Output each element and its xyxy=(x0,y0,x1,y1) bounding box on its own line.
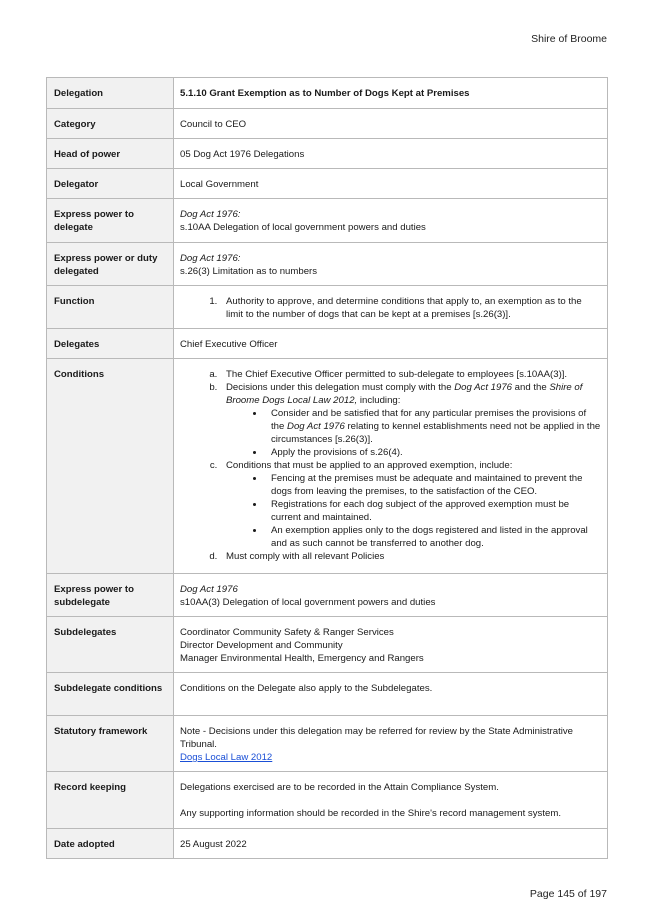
head-of-power-value: 05 Dog Act 1976 Delegations xyxy=(174,139,608,169)
function-value xyxy=(174,286,608,329)
delegator-value: Local Government xyxy=(174,169,608,199)
table-row xyxy=(47,286,608,329)
list-item xyxy=(265,407,601,446)
table-row xyxy=(47,169,608,199)
act-name: Dog Act 1976: xyxy=(180,209,241,220)
list-item: a. The Chief Executive Officer permitted to sub-delegate to employees [s.10AA(3)]. xyxy=(220,368,601,381)
conditions-value xyxy=(174,359,608,574)
section-text: s.26(3) Limitation as to numbers xyxy=(180,266,318,277)
row-label: Function xyxy=(47,286,174,329)
table-row xyxy=(47,139,608,169)
text-run: and the xyxy=(512,382,550,393)
table-row xyxy=(47,772,608,829)
list-item xyxy=(220,381,601,459)
text-run: Decisions under this delegation must comply with the xyxy=(226,382,455,393)
category-value: Council to CEO xyxy=(174,109,608,139)
document-header: Shire of Broome xyxy=(531,33,607,45)
express-power-delegate-value xyxy=(174,199,608,243)
local-law-name: Shire of Broome Dogs Local Law 2012, xyxy=(226,382,583,406)
table-row xyxy=(47,716,608,772)
row-label: Subdelegates xyxy=(47,617,174,673)
table-row xyxy=(47,329,608,359)
table-row xyxy=(47,109,608,139)
act-name: Dog Act 1976 xyxy=(180,584,238,595)
table-row xyxy=(47,673,608,716)
subdelegate-item: Director Development and Community xyxy=(180,640,343,651)
row-label: Express power or duty delegated xyxy=(47,243,174,286)
subdelegates-value xyxy=(174,617,608,673)
table-row xyxy=(47,617,608,673)
text-run: Consider and be satisfied that for any particular premises the provisions of the xyxy=(271,408,587,432)
express-power-duty-value xyxy=(174,243,608,286)
row-label: Conditions xyxy=(47,359,174,574)
text-run: relating to kennel establishments need not be applied in the circumstances [s.26(3)]. xyxy=(271,421,601,445)
record-keeping-value xyxy=(174,772,608,829)
row-label: Delegation xyxy=(47,78,174,109)
page-number: Page 145 of 197 xyxy=(529,888,607,900)
table-row xyxy=(47,829,608,859)
row-label: Date adopted xyxy=(47,829,174,859)
text-run: Conditions that must be applied to an approved exemption, include: xyxy=(226,460,513,471)
text-run: including: xyxy=(357,395,401,406)
table-row xyxy=(47,243,608,286)
list-item: 1. Authority to approve, and determine conditions that apply to, an exemption as to the limit to the number of dogs that can be kept at a premises [s.26(3)]. xyxy=(220,295,601,321)
subdelegate-item: Coordinator Community Safety & Ranger Services xyxy=(180,627,394,638)
table-row xyxy=(47,574,608,617)
list-item xyxy=(220,459,601,550)
delegation-title: 5.1.10 Grant Exemption as to Number of Dogs Kept at Premises xyxy=(174,78,608,109)
row-label: Statutory framework xyxy=(47,716,174,772)
table-row xyxy=(47,199,608,243)
list-item: • Registrations for each dog subject of the approved exemption must be current and maintained. xyxy=(265,498,601,524)
list-item: • Fencing at the premises must be adequate and maintained to prevent the dogs from leaving the premises, to the satisfaction of the CEO. xyxy=(265,472,601,498)
record-keeping-line: Delegations exercised are to be recorded in the Attain Compliance System. xyxy=(180,782,499,793)
delegates-value: Chief Executive Officer xyxy=(174,329,608,359)
row-label: Subdelegate conditions xyxy=(47,673,174,716)
act-name: Dog Act 1976 xyxy=(287,421,345,432)
statutory-note: Note - Decisions under this delegation may be referred for review by the State Administrative Tribunal. xyxy=(180,726,574,750)
list-item: • An exemption applies only to the dogs registered and listed in the approval and as such cannot be transferred to another dog. xyxy=(265,524,601,550)
act-name: Dog Act 1976: xyxy=(180,253,241,264)
list-item: d. Must comply with all relevant Policies xyxy=(220,550,601,563)
record-keeping-line: Any supporting information should be recorded in the Shire's record management system. xyxy=(180,808,561,819)
act-name: Dog Act 1976 xyxy=(454,382,513,393)
delegation-table xyxy=(46,77,608,859)
row-label: Record keeping xyxy=(47,772,174,829)
row-label: Delegates xyxy=(47,329,174,359)
dogs-local-law-link[interactable]: Dogs Local Law 2012 xyxy=(180,752,273,763)
row-label: Express power to delegate xyxy=(47,199,174,243)
subdelegate-conditions-value: Conditions on the Delegate also apply to the Subdelegates. xyxy=(174,673,608,716)
function-list xyxy=(180,295,601,321)
table-row xyxy=(47,78,608,109)
table-row xyxy=(47,359,608,574)
conditions-list xyxy=(180,368,601,563)
row-label: Delegator xyxy=(47,169,174,199)
statutory-framework-value xyxy=(174,716,608,772)
row-label: Category xyxy=(47,109,174,139)
date-adopted-value: 25 August 2022 xyxy=(174,829,608,859)
bullet-list xyxy=(226,407,601,459)
express-power-subdelegate-value xyxy=(174,574,608,617)
section-text: s.10AA Delegation of local government powers and duties xyxy=(180,222,426,233)
list-item: • Apply the provisions of s.26(4). xyxy=(265,446,601,459)
row-label: Express power to subdelegate xyxy=(47,574,174,617)
subdelegate-item: Manager Environmental Health, Emergency and Rangers xyxy=(180,653,424,664)
row-label: Head of power xyxy=(47,139,174,169)
bullet-list xyxy=(226,472,601,550)
section-text: s10AA(3) Delegation of local government powers and duties xyxy=(180,597,436,608)
